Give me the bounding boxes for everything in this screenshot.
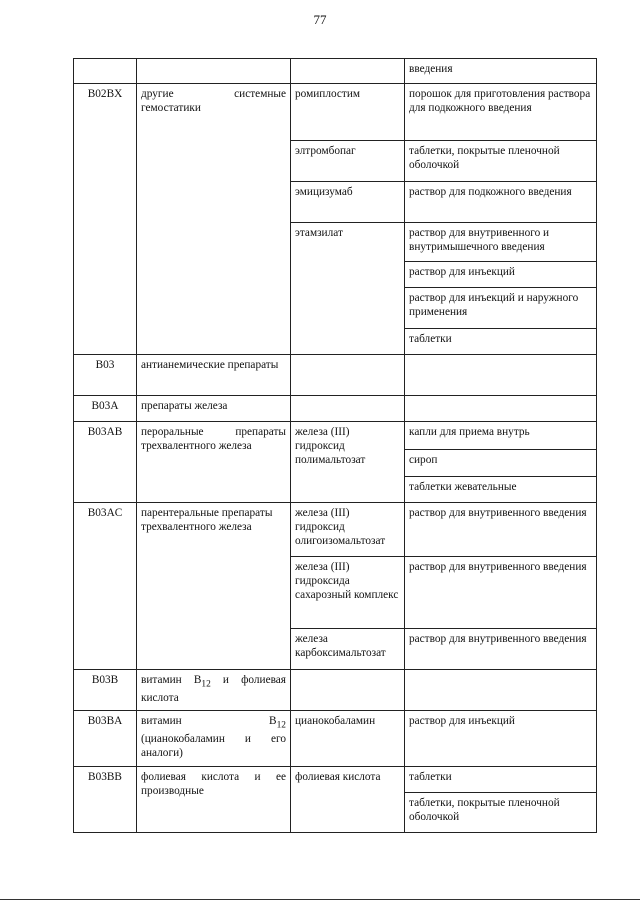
table-row: [74, 711, 597, 767]
group-text: и фолиевая кислота: [141, 674, 286, 705]
group-cell: антианемические препараты: [137, 355, 291, 396]
form-cell: введения: [405, 59, 597, 84]
group-cell: [137, 670, 291, 711]
code-cell: B03AB: [74, 422, 137, 503]
code-cell: B03AC: [74, 503, 137, 670]
group-line: трехвалентного железа: [141, 440, 252, 452]
form-cell: таблетки: [405, 767, 597, 793]
inn-cell: [291, 355, 405, 396]
table-row: [74, 396, 597, 422]
footer-divider: [0, 899, 640, 900]
form-cell: раствор для внутривенного и внутримышечного введения: [405, 223, 597, 262]
form-cell: раствор для подкожного введения: [405, 182, 597, 223]
inn-cell: [291, 59, 405, 84]
form-cell: порошок для приготовления раствора для подкожного введения: [405, 84, 597, 141]
table-row: [74, 670, 597, 711]
inn-cell: железа (III) гидроксид олигоизомальтозат: [291, 503, 405, 557]
inn-cell: [291, 396, 405, 422]
group-cell: [137, 59, 291, 84]
group-cell: [137, 422, 291, 503]
inn-cell: элтромбопаг: [291, 141, 405, 182]
inn-cell: железа карбоксимальтозат: [291, 629, 405, 670]
form-cell: раствор для внутривенного введения: [405, 557, 597, 629]
group-text: витамин B: [141, 674, 202, 686]
form-cell: раствор для внутривенного введения: [405, 629, 597, 670]
table-row: [74, 767, 597, 793]
form-cell: раствор для внутривенного введения: [405, 503, 597, 557]
table-row: [74, 422, 597, 450]
drug-table: [73, 58, 597, 833]
inn-cell: эмицизумаб: [291, 182, 405, 223]
form-cell: раствор для инъекций: [405, 711, 597, 767]
group-line: пероральные препараты: [141, 426, 286, 438]
form-cell: [405, 396, 597, 422]
group-cell: фолиевая кислота и ее производные: [137, 767, 291, 833]
inn-cell: железа (III) гидроксида сахарозный комплекс: [291, 557, 405, 629]
group-text: витамин B: [141, 715, 277, 727]
form-cell: таблетки жевательные: [405, 477, 597, 503]
inn-cell: фолиевая кислота: [291, 767, 405, 833]
code-cell: B03: [74, 355, 137, 396]
subscript: 12: [201, 679, 211, 690]
form-cell: раствор для инъекций и наружного применения: [405, 288, 597, 329]
subscript: 12: [276, 720, 286, 731]
group-cell: [137, 711, 291, 767]
form-cell: сироп: [405, 450, 597, 477]
form-cell: раствор для инъекций: [405, 262, 597, 288]
table-row: [74, 355, 597, 396]
group-line: другие системные: [141, 88, 286, 100]
code-cell: B02BX: [74, 84, 137, 355]
inn-cell: ромиплостим: [291, 84, 405, 141]
form-cell: таблетки, покрытые пленочной оболочкой: [405, 141, 597, 182]
inn-cell: [291, 670, 405, 711]
page-number: 77: [313, 12, 327, 27]
inn-cell: железа (III) гидроксид полимальтозат: [291, 422, 405, 503]
form-cell: [405, 670, 597, 711]
group-cell: [137, 84, 291, 355]
form-cell: [405, 355, 597, 396]
group-cell: препараты железа: [137, 396, 291, 422]
table-row: [74, 59, 597, 84]
code-cell: B03BA: [74, 711, 137, 767]
form-cell: таблетки, покрытые пленочной оболочкой: [405, 793, 597, 833]
code-cell: [74, 59, 137, 84]
table-row: [74, 84, 597, 141]
group-cell: парентеральные препараты трехвалентного железа: [137, 503, 291, 670]
code-cell: B03A: [74, 396, 137, 422]
group-text: (цианокобаламин и его аналоги): [141, 733, 286, 760]
form-cell: капли для приема внутрь: [405, 422, 597, 450]
table-row: [74, 503, 597, 557]
group-line: гемостатики: [141, 102, 201, 114]
inn-cell: цианокобаламин: [291, 711, 405, 767]
code-cell: B03BB: [74, 767, 137, 833]
code-cell: B03B: [74, 670, 137, 711]
form-cell: таблетки: [405, 329, 597, 355]
inn-cell: этамзилат: [291, 223, 405, 355]
